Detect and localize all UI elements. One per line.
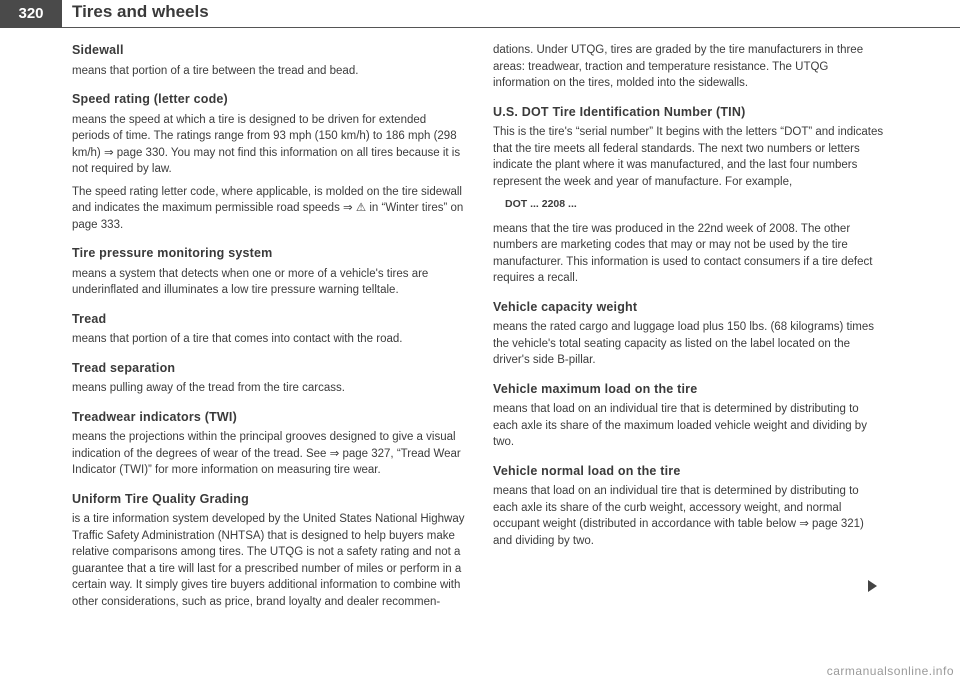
term-text: means pulling away of the tread from the tire carcass. bbox=[72, 382, 345, 394]
term-heading: Vehicle capacity weight bbox=[493, 299, 638, 314]
term-text: means the projections within the principal grooves designed to give a visual indication of the degrees of wear of the tread. See ⇒ page 327, “Tread Wear Indicator (TWI)” for more information on measuring tire wear. bbox=[72, 431, 461, 476]
chapter-title: Tires and wheels bbox=[72, 2, 209, 21]
page-number: 320 bbox=[0, 0, 62, 28]
term-text: means that portion of a tire that comes into contact with the road. bbox=[72, 333, 403, 345]
header-rule bbox=[62, 27, 960, 28]
continue-arrow-icon bbox=[868, 580, 877, 592]
term-text: means that portion of a tire between the tread and bead. bbox=[72, 64, 359, 77]
term-text: means the speed at which a tire is designed to be driven for extended periods of time. The ratings range from 93 mph (150 km/h) to 186 mph (298 km/h) ⇒ page 330. You may not find this information on all tires because it is not required by law. bbox=[72, 113, 461, 175]
term-heading: Tread bbox=[72, 311, 107, 326]
term-text: This is the tire's “serial number” It begins with the letters “DOT” and indicates that the tire meets all federal standards. The next two numbers or letters indicate the plant where it was manufactured, and the last four numbers represent the week and year of manufacture. For example, bbox=[493, 126, 884, 188]
left-column bbox=[72, 42, 467, 616]
term-heading: Tread separation bbox=[72, 360, 176, 375]
continued-text: dations. Under UTQG, tires are graded by the tire manufacturers in three areas: treadwear, traction and temperature resistance. The UTQG information on the tires, molded into the sidewalls. bbox=[493, 44, 864, 89]
term-text: means that load on an individual tire that is determined by distributing to each axle its share of the curb weight, accessory weight, and normal occupant weight (distributed in accordance with table below ⇒ page 321) and dividing by two. bbox=[493, 485, 864, 547]
term-heading: Sidewall bbox=[72, 43, 124, 57]
page-header bbox=[0, 0, 960, 36]
term-heading: Tire pressure monitoring system bbox=[72, 246, 273, 260]
watermark: carmanualsonline.info bbox=[826, 664, 954, 678]
term-heading: U.S. DOT Tire Identification Number (TIN) bbox=[493, 104, 746, 119]
term-text: The speed rating letter code, where applicable, is molded on the tire sidewall and indicates the maximum permissible road speeds ⇒ ⚠ in “Winter tires” on page 333. bbox=[72, 185, 464, 231]
term-text: is a tire information system developed by the United States National Highway Traffic Safety Administration (NHTSA) that is designed to help buyers make relative comparisons among tires. The UTQG is not a safety rating and not a guarantee that a tire will last for a prescribed number of miles or perform in a certain way. It simply gives tire buyers additional information to combine with other considerations, such as price, brand loyalty and dealer recommen- bbox=[72, 513, 465, 608]
dot-example: DOT ... 2208 ... bbox=[505, 198, 577, 210]
right-column bbox=[493, 42, 885, 555]
term-heading: Treadwear indicators (TWI) bbox=[72, 409, 237, 424]
term-heading: Uniform Tire Quality Grading bbox=[72, 491, 249, 506]
term-text: means that load on an individual tire that is determined by distributing to each axle its share of the maximum loaded vehicle weight and dividing by two. bbox=[493, 403, 867, 448]
term-text: means that the tire was produced in the 22nd week of 2008. The other numbers are marketing codes that may or may not be used by the tire manufacturer. This information is used to contact consumers if a tire defect requires a recall. bbox=[493, 222, 873, 284]
term-text: means the rated cargo and luggage load plus 150 lbs. (68 kilograms) times the vehicle's total seating capacity as listed on the label located on the driver's side B-pillar. bbox=[493, 321, 874, 366]
term-heading: Vehicle normal load on the tire bbox=[493, 463, 681, 478]
term-heading: Vehicle maximum load on the tire bbox=[493, 381, 698, 396]
term-heading: Speed rating (letter code) bbox=[72, 92, 228, 106]
term-text: means a system that detects when one or more of a vehicle's tires are underinflated and illuminates a low tire pressure warning telltale. bbox=[72, 267, 429, 296]
